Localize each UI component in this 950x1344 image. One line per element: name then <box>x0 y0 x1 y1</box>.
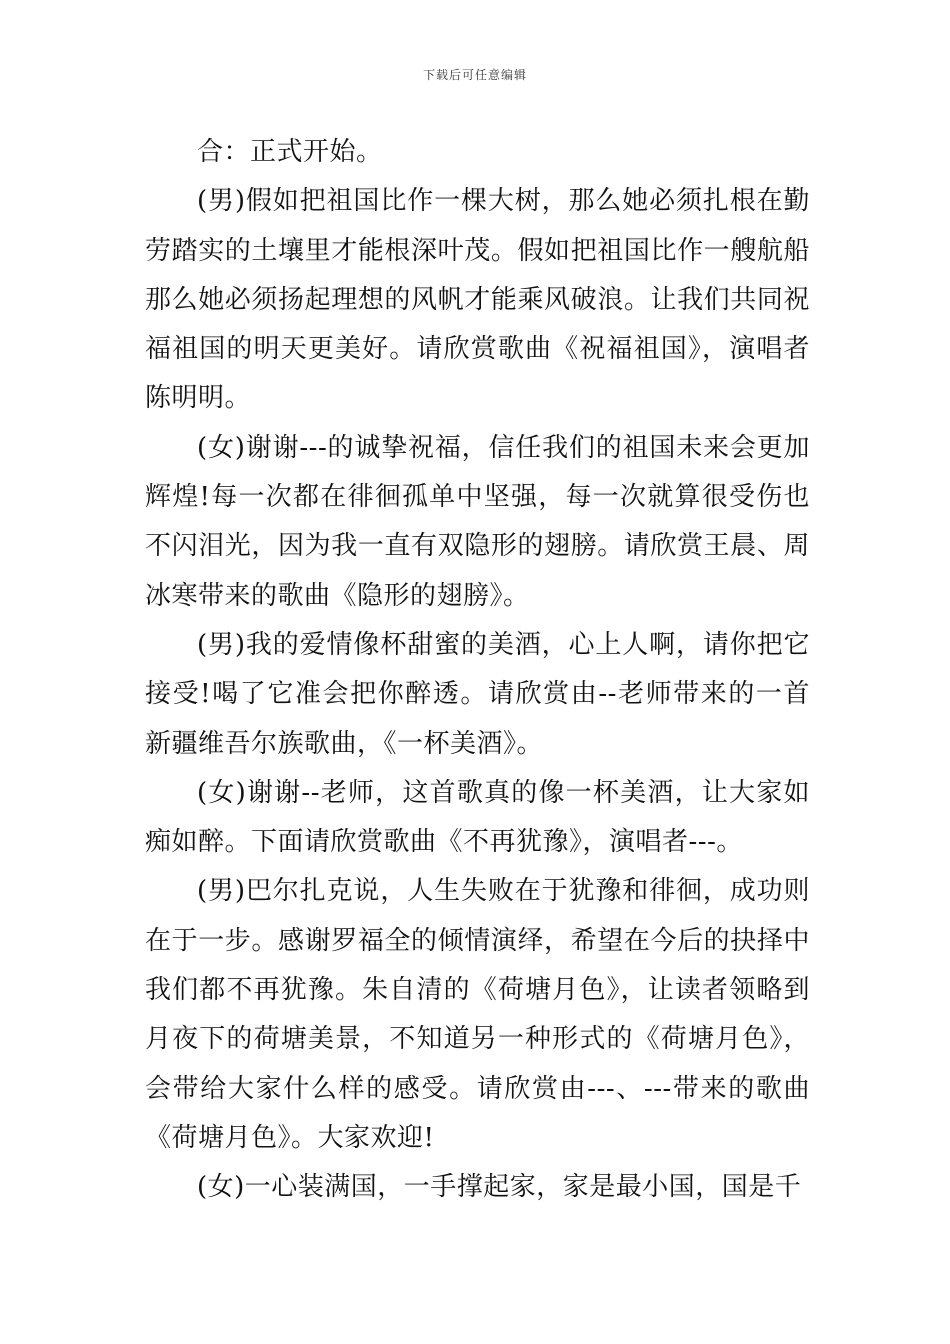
paragraph-female-2: (女)谢谢--老师，这首歌真的像一杯美酒，让大家如痴如醉。下面请欣赏歌曲《不再犹豫》，演唱者---。 <box>145 777 810 858</box>
document-body <box>145 128 810 1213</box>
paragraph-female-3: (女)一心装满国，一手撑起家，家是最小国，国是千 <box>197 1172 802 1203</box>
page-header: 下载后可任意编辑 <box>422 68 527 82</box>
paragraph-male-2: (男)我的爱情像杯甜蜜的美酒，心上人啊，请你把它接受!喝了它准会把你醉透。请欣赏由--老师带来的一首新疆维吾尔族歌曲，《一杯美酒》。 <box>145 629 810 759</box>
paragraph-male-3: (男)巴尔扎克说，人生失败在于犹豫和徘徊，成功则在于一步。感谢罗福全的倾情演绎，希望在今后的抉择中我们都不再犹豫。朱自清的《荷塘月色》，让读者领略到月夜下的荷塘美景，不知道另一种形式的《荷塘月色》，会带给大家什么样的感受。请欣赏由---、---带来的歌曲《荷塘月色》。大家欢迎! <box>145 876 810 1153</box>
paragraph-male-1: (男)假如把祖国比作一棵大树，那么她必须扎根在勤劳踏实的土壤里才能根深叶茂。假如把祖国比作一艘航船那么她必须扬起理想的风帆才能乘风破浪。让我们共同祝福祖国的明天更美好。请欣赏歌曲《祝福祖国》，演唱者陈明明。 <box>145 186 810 414</box>
paragraph-opening: 合：正式开始。 <box>197 137 383 167</box>
paragraph-female-1: (女)谢谢---的诚挚祝福，信任我们的祖国未来会更加辉煌!每一次都在徘徊孤单中坚强，每一次就算很受伤也不闪泪光，因为我一直有双隐形的翅膀。请欣赏王晨、周冰寒带来的歌曲《隐形的翅膀》。 <box>145 432 810 611</box>
